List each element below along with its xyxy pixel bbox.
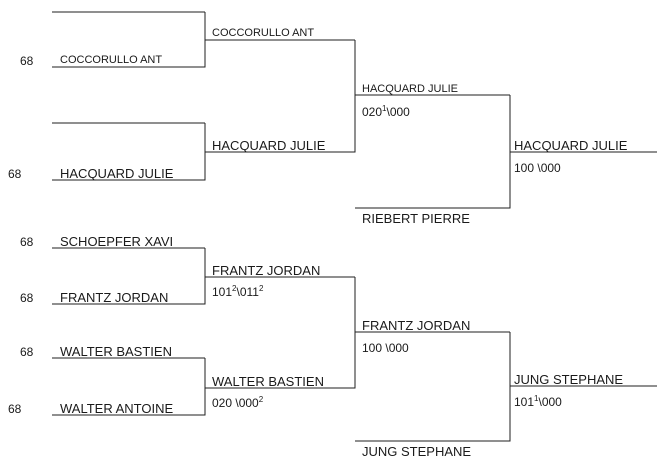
round3-winner-name: FRANTZ JORDAN: [362, 318, 471, 333]
match-score: $101^2\backslash 011^2$: [212, 284, 264, 299]
match-score: $101^1\backslash 000$: [514, 394, 562, 409]
round2-winner-name: WALTER BASTIEN: [212, 374, 324, 389]
match-score: 020 $\backslash 000^2$: [212, 395, 264, 410]
round2-winner-name: FRANTZ JORDAN: [212, 263, 321, 278]
entrant-name: COCCORULLO ANT: [60, 54, 163, 66]
seed-number: 68: [20, 345, 34, 359]
seed-number: 68: [20, 291, 34, 305]
round3-winner-name: HACQUARD JULIE: [362, 83, 458, 95]
entrant-name: FRANTZ JORDAN: [60, 290, 169, 305]
entrant-name: WALTER BASTIEN: [60, 344, 172, 359]
final-winner-name: HACQUARD JULIE: [514, 138, 628, 153]
match-score: 100 \000: [362, 341, 409, 355]
round3-winner-name: RIEBERT PIERRE: [362, 211, 470, 226]
round3-winner-name: JUNG STEPHANE: [362, 444, 472, 459]
seed-number: 68: [8, 167, 22, 181]
seed-number: 68: [20, 54, 34, 68]
round2-winner-name: COCCORULLO ANT: [212, 27, 315, 39]
bracket-line: [510, 152, 657, 386]
seed-number: 68: [8, 402, 22, 416]
seed-number: 68: [20, 235, 34, 249]
match-score: $020^1\backslash 000$: [362, 104, 410, 119]
match-score: 100 \000: [514, 161, 561, 175]
bracket-line: [205, 40, 355, 152]
entrant-name: HACQUARD JULIE: [60, 166, 174, 181]
final-winner-name: JUNG STEPHANE: [514, 372, 624, 387]
round2-winner-name: HACQUARD JULIE: [212, 138, 326, 153]
entrant-name: SCHOEPFER XAVI: [60, 234, 174, 249]
entrant-name: WALTER ANTOINE: [60, 401, 174, 416]
